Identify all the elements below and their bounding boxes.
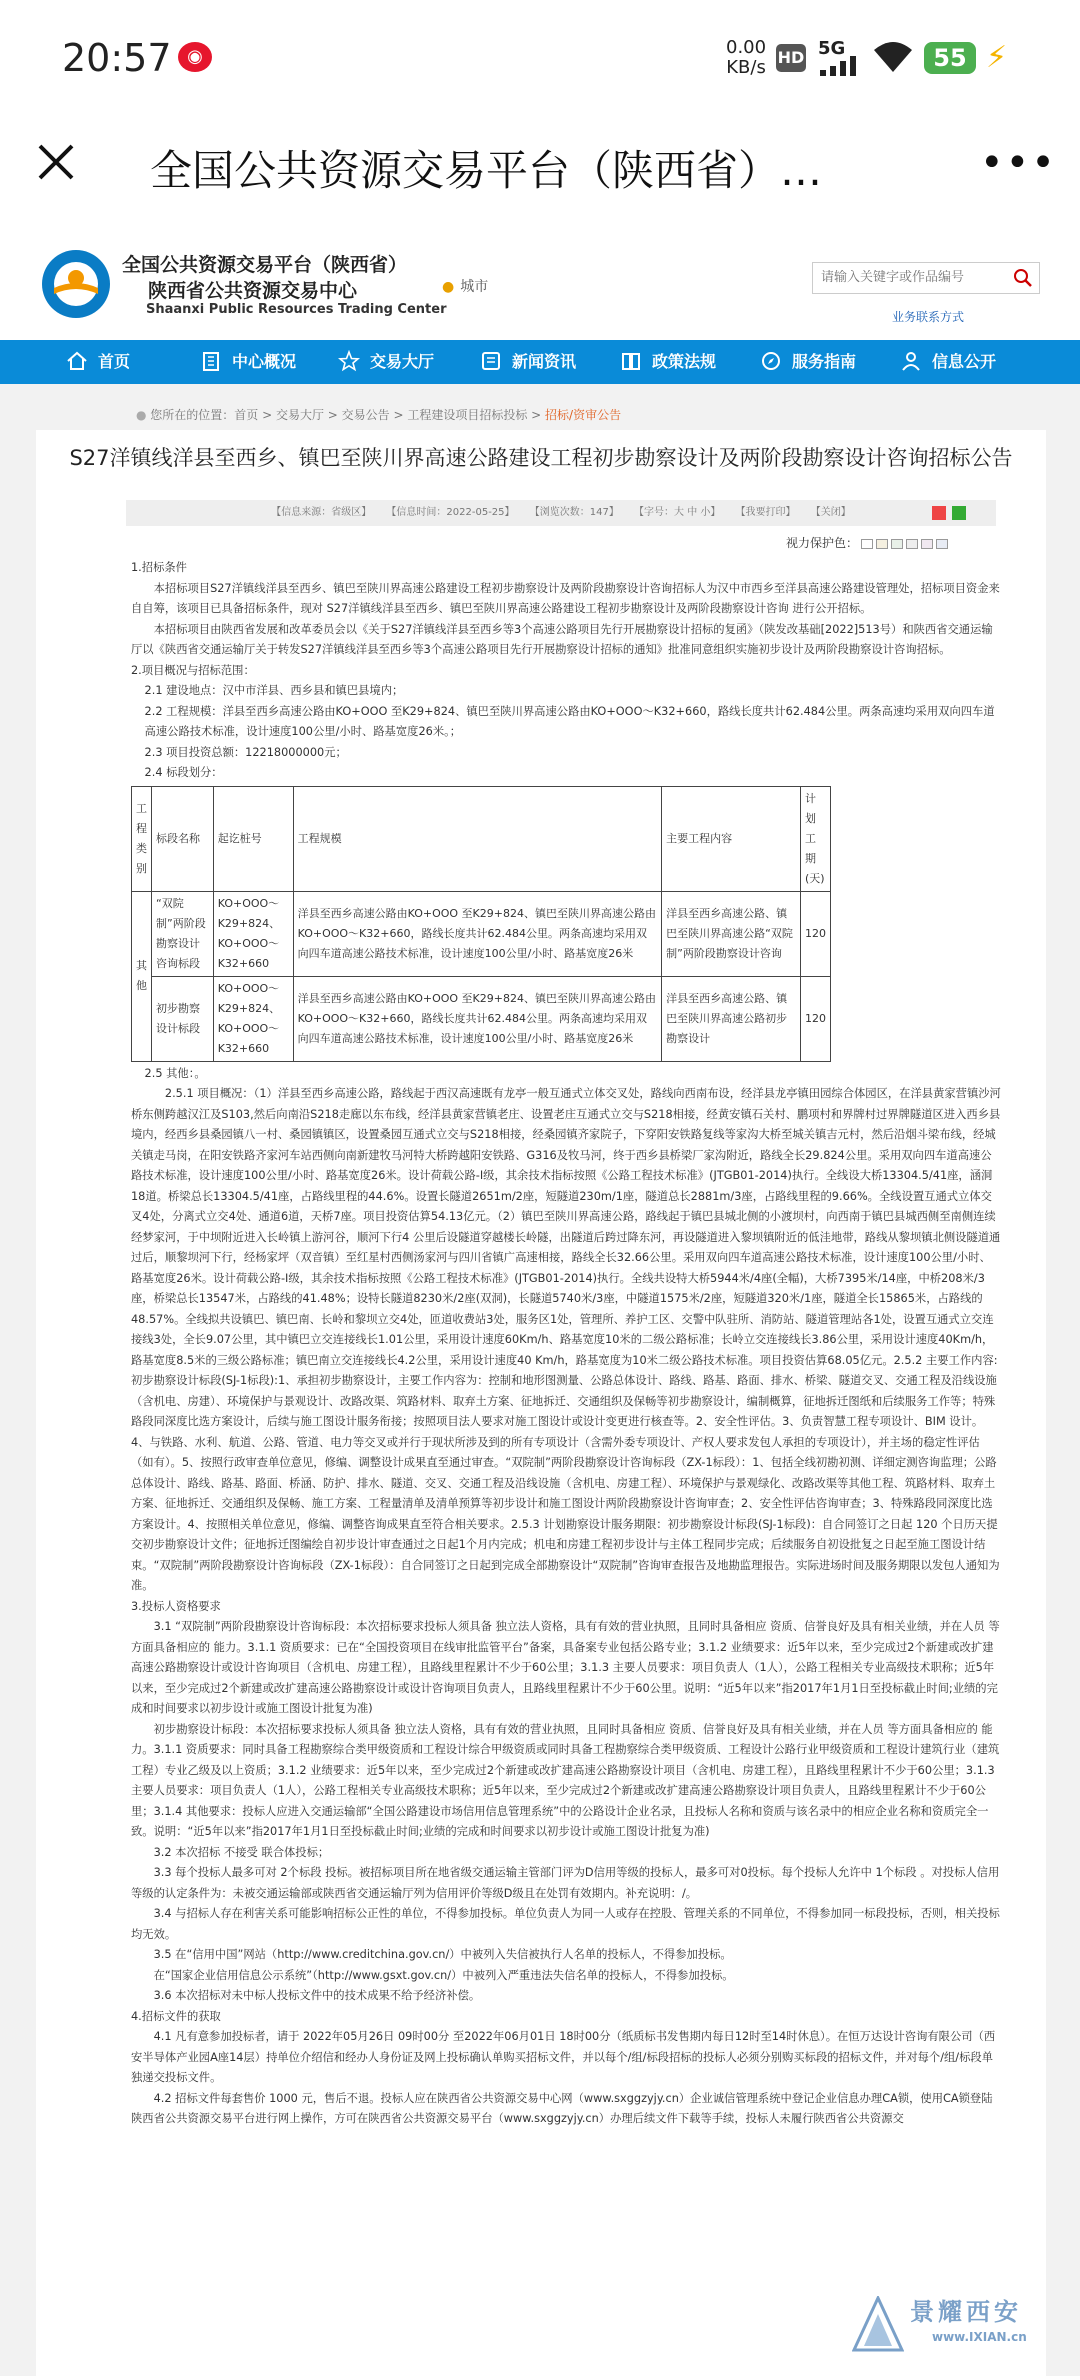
paragraph: 本招标项目S27洋镇线洋县至西乡、镇巴至陕川界高速公路建设工程初步勘察设计及两阶段勘察设计咨询招标人为汉中市西乡至洋县高速公路建设管理处，招标项目资金来自自筹，该项目已具备招标条件，现对 S27洋镇线洋县至西乡、镇巴至陕川界高速公路建设工程初步勘察设计及两阶段勘察设计咨询 进行公开招标。 — [131, 581, 1000, 615]
watermark-url: www.IXIAN.cn — [932, 2330, 1027, 2344]
paragraph: 2.5 其他：。 — [144, 1066, 206, 1080]
nav-policy[interactable] — [620, 340, 716, 384]
business-contact-link[interactable]: 业务联系方式 — [892, 310, 965, 324]
watermark-title: 景耀西安 — [910, 2297, 1022, 2326]
meta-views: 【浏览次数：147】 — [529, 507, 619, 518]
watermark — [852, 2286, 1052, 2358]
table-header: 标段名称 — [152, 786, 214, 891]
status-time: 20:57 — [62, 36, 172, 80]
book-icon — [620, 350, 642, 372]
meta-font-size[interactable]: 【字号：大 中 小】 — [634, 507, 721, 518]
paragraph: 2.1 建设地点：汉中市洋县、西乡县和镇巴县境内； — [144, 684, 404, 697]
breadcrumb — [136, 406, 621, 423]
network-speed-value: 0.00 — [726, 37, 767, 58]
article-body — [131, 558, 1001, 2130]
nav-news[interactable] — [480, 340, 576, 384]
table-cell: 洋县至西乡高速公路、镇巴至陕川界高速公路“双院制”两阶段勘察设计咨询 — [662, 891, 801, 976]
paragraph: 2.2 工程规模：洋县至西乡高速公路由KO+OOO 至K29+824、镇巴至陕川界高速公路由KO+OOO～K32+660，路线长度共计62.484公里。两条高速均采用双向四车道高速公路技术标准，设计速度100公里/小时、路基宽度26米。； — [144, 704, 995, 738]
site-header — [0, 228, 1080, 340]
table-header: 工程类别 — [132, 786, 152, 891]
color-swatch[interactable] — [921, 539, 933, 549]
search-box[interactable] — [812, 262, 1040, 294]
people-icon — [900, 350, 922, 372]
table-header: 主要工程内容 — [662, 786, 801, 891]
paragraph: 4.2 招标文件每套售价 1000 元，售后不退。投标人应在陕西省公共资源交易中心网（www.sxggzyjy.cn）企业诚信管理系统中登记企业信息办理CA锁，使用CA锁登陆陕西省公共资源交易平台进行网上操作，方可在陕西省公共资源交易平台（www.sxggzyjy.cn）办理后续文件下载等手续，投标人未履行陕西省公共资源交 — [131, 2091, 993, 2125]
nav-label: 新闻资讯 — [512, 352, 577, 371]
paragraph: 3.3 每个投标人最多可对 2个标段 投标。被招标项目所在地省级交通运输主管部门评为D信用等级的投标人，最多可对0投标。每个投标人允许中 1个标段 。对投标人信用等级的认定条件为：未被交通运输部或陕西省交通运输厅列为信用评价等级D级且在处罚有效期内。补充说明：/。 — [131, 1866, 1000, 1900]
network-type: 5G — [818, 38, 846, 59]
page-title: 全国公共资源交易平台（陕西省）… — [150, 146, 823, 195]
nav-label: 交易大厅 — [370, 352, 435, 371]
paragraph: 3.6 本次招标对未中标人投标文件中的技术成果不给予经济补偿。 — [153, 1989, 481, 2002]
table-cell: 初步勘察设计标段 — [152, 976, 214, 1061]
section-heading: 2.项目概况与招标范围： — [131, 663, 255, 677]
meta-time: 【信息时间：2022-05-25】 — [386, 507, 515, 518]
lot-table — [131, 786, 831, 1062]
meta-close[interactable]: 【关闭】 — [810, 507, 851, 518]
search-icon[interactable] — [1013, 268, 1033, 288]
status-bar — [0, 0, 1080, 118]
table-header: 计划工期(天) — [800, 786, 830, 891]
search-input[interactable] — [821, 270, 1001, 285]
hd-icon: HD — [776, 44, 806, 72]
location-pin-icon: ● — [136, 408, 151, 422]
paragraph: 初步勘察设计标段：本次招标要求投标人须具备 独立法人资格，具有有效的营业执照，且同时具备相应 资质、信誉良好及具有相关业绩，并在人员 等方面具备相应的 能力。3.1.1 资质要求：同时具备工程勘察综合类甲级资质和工程设计综合甲级资质或同时具备工程勘察综合类甲级资质、工程设计公路行业甲级资质和工程设计建筑行业（建筑工程）专业乙级及以上资质；3.1.2 业绩要求：近5年以来，至少完成过2个新建或改扩建高速公路勘察设计项目（含机电、房建工程），且路线里程累计不少于60公里；3.1.3 主要人员要求：项目负责人（1人），公路工程相关专业高级技术职称；近5年以来，至少完成过2个新建或改扩建高速公路勘察设计项目负责人，且路线里程累计不少于60公里；3.1.4 其他要求：投标人应进入交通运输部“全国公路建设市场信用信息管理系统”中的公路设计企业名录，且投标人名称和资质与该名录中的相应企业名称和资质完全一致。说明：“近5年以来”指2017年1月1日至投标截止时间;业绩的完成和时间要求以初步设计或施工图设计批复为准) — [131, 1722, 1000, 1838]
meta-source: 【信息来源：省级区】 — [271, 507, 372, 518]
battery-icon: 55 — [924, 42, 976, 74]
vision-label: 视力保护色： — [786, 536, 859, 550]
charging-icon: ⚡ — [986, 40, 1008, 75]
meta-print[interactable]: 【我要打印】 — [735, 507, 796, 518]
paragraph: 在“国家企业信用信息公示系统”（http://www.gsxt.gov.cn/）中被列入严重违法失信名单的投标人，不得参加投标。 — [153, 1968, 734, 1982]
table-cell: 洋县至西乡高速公路由KO+OOO 至K29+824、镇巴至陕川界高速公路由KO+OOO～K32+660，路线长度共计62.484公里。两条高速均采用双向四车道高速公路技术标准，设计速度100公里/小时、路基宽度26米 — [293, 891, 662, 976]
weibo-icon: ◉ — [178, 42, 212, 72]
table-cell: “双院制”两阶段勘察设计咨询标段 — [152, 891, 214, 976]
wechat-share-icon[interactable] — [952, 506, 966, 520]
section-heading: 1.招标条件 — [131, 561, 187, 574]
table-cell: KO+OOO～K29+824、KO+OOO～K32+660 — [213, 976, 293, 1061]
paragraph: 2.3 项目投资总额：12218000000元； — [144, 745, 347, 759]
star-icon — [338, 350, 360, 372]
more-menu-icon[interactable]: ••• — [980, 140, 1057, 186]
location-pin-icon: ● — [442, 279, 455, 295]
city-label: 城市 — [460, 279, 489, 295]
paragraph: 本招标项目由陕西省发展和改革委员会以《关于S27洋镇线洋县至西乡等3个高速公路项目先行开展勘察设计招标的复函》（陕发改基础[2022]513号）和陕西省交通运输厅以《陕西省交通运输厅关于转发S27洋镇线洋县至西乡等3个高速公路项目先行开展勘察设计招标的通知》批准同意组织实施初步设计及两阶段勘察设计咨询招标。 — [131, 622, 993, 656]
main-nav — [0, 340, 1080, 384]
table-cell: 其他 — [132, 891, 152, 1061]
article — [36, 430, 1046, 2380]
table-header: 起讫桩号 — [213, 786, 293, 891]
compass-icon — [760, 350, 782, 372]
table-cell: 洋县至西乡高速公路、镇巴至陕川界高速公路初步勘察设计 — [662, 976, 801, 1061]
color-swatch[interactable] — [936, 539, 948, 549]
nav-label: 服务指南 — [792, 352, 857, 371]
article-title: S27洋镇线洋县至西乡、镇巴至陕川界高速公路建设工程初步勘察设计及两阶段勘察设计咨询招标公告 — [69, 446, 1013, 470]
color-swatch[interactable] — [906, 539, 918, 549]
watermark-logo-icon — [852, 2296, 904, 2352]
logo-english: Shaanxi Public Resources Trading Center — [146, 302, 447, 317]
paragraph: 3.5 在“信用中国”网站（http://www.creditchina.gov.cn/）中被列入失信被执行人名单的投标人，不得参加投标。 — [153, 1948, 732, 1961]
table-cell: KO+OOO～K29+824、KO+OOO～K32+660 — [213, 891, 293, 976]
breadcrumb-path[interactable]: 您所在的位置：首页 > 交易大厅 > 交易公告 > 工程建设项目招标投标 > — [150, 408, 546, 422]
table-header-row — [132, 786, 831, 891]
color-swatch[interactable] — [891, 539, 903, 549]
building-icon — [200, 350, 222, 372]
nav-trading-hall[interactable] — [338, 340, 434, 384]
paragraph: 3.2 本次招标 不接受 联合体投标； — [153, 1845, 330, 1859]
paragraph: 3.4 与招标人存在利害关系可能影响招标公正性的单位，不得参加投标。单位负责人为同一人或存在控股、管理关系的不同单位，不得参加同一标段投标，否则，相关投标均无效。 — [131, 1907, 1000, 1941]
nav-service-guide[interactable] — [760, 340, 856, 384]
breadcrumb-current[interactable]: 招标/资审公告 — [545, 408, 622, 422]
table-header: 工程规模 — [293, 786, 662, 891]
section-heading: 4.招标文件的获取 — [131, 2009, 221, 2023]
nav-info-disclosure[interactable] — [900, 340, 996, 384]
logo-subtitle: 陕西省公共资源交易中心 — [148, 280, 358, 302]
color-swatch[interactable] — [861, 539, 873, 549]
vision-protection — [786, 534, 948, 551]
color-swatch[interactable] — [876, 539, 888, 549]
table-cell: 120 — [800, 976, 830, 1061]
weibo-share-icon[interactable] — [932, 506, 946, 520]
network-speed-unit: KB/s — [726, 57, 766, 78]
nav-label: 信息公开 — [932, 352, 997, 371]
close-icon[interactable] — [34, 140, 78, 184]
nav-label: 中心概况 — [232, 352, 297, 371]
city-selector[interactable] — [442, 276, 488, 296]
page-content — [0, 384, 1080, 2376]
nav-label: 政策法规 — [652, 352, 717, 371]
table-cell: 120 — [800, 891, 830, 976]
wifi-icon — [872, 40, 914, 74]
signal-icon — [818, 56, 858, 76]
nav-label: 首页 — [98, 352, 131, 371]
logo-title: 全国公共资源交易平台（陕西省） — [122, 254, 408, 276]
table-cell: 洋县至西乡高速公路由KO+OOO 至K29+824、镇巴至陕川界高速公路由KO+OOO～K32+660，路线长度共计62.484公里。两条高速均采用双向四车道高速公路技术标准，设计速度100公里/小时、路基宽度26米 — [293, 976, 662, 1061]
site-logo-icon[interactable] — [40, 248, 112, 320]
news-icon — [480, 350, 502, 372]
paragraph: 2.5.1 项目概况：（1）洋县至西乡高速公路，路线起于西汉高速既有龙亭一般互通式立体交叉处，路线向西南布设，经洋县龙亭镇田园综合体园区，在洋县黄家营镇沙河桥东侧跨越汉江及S103,然后向南沿S218走廊以东布线，经洋县黄家营镇老庄、设置老庄互通式立交与S218相接，经黄安镇石关村、鹏项村和界牌村过界牌隧道区进入西乡县境内，经西乡县桑园镇八一村、桑园镇镇区，设置桑园互通式立交与S218相接，经桑园镇齐家院子，下穿阳安铁路复线等家沟大桥至城关镇吉元村，然后沿烟斗梁布线，经城关镇走马岗，在阳安铁路齐家河车站西侧向南新建牧马河特大桥跨越阳安铁路、G316及牧马河，终于西乡县桥梁厂家沟附近，路线全长29.824公里。采用双向四车道高速公路技术标准，设计速度100公里/小时、路基宽度26米。设计荷载公路-Ⅰ级，其余技术指标按照《公路工程技术标准》(JTGB01-2014)执行。全线设大桥13304.5/41座，涵洞18道。桥梁总长13304.5/41座，占路线里程的44.6%。设置长隧道2651m/2座，短隧道230m/1座，隧道总长2881m/3座，占路线里程的9.66%。全线设置互通式立体交叉4处，分离式立交4处、通道6道，天桥7座。项目投资估算54.13亿元。（2）镇巴至陕川界高速公路，路线起于镇巴县城北侧的小渡坝村，向西南于镇巴县城西侧至南侧连续经梦家河，于中坝附近进入长岭镇上游河谷，顺河下行4 公里后设隧道穿越楼长岭隧，出隧道后跨过降东河，再设隧道进入黎坝镇附近的低洼地带，路线从黎坝镇北侧设隧道通过后，顺黎坝河下行，经杨家坪（双音镇）至红星村西侧汤家河与四川省镇广高速相接，路线全长32.66公里。采用双向四车道高速公路技术标准，设计速度100公里/小时、路基宽度26米。设计荷载公路-Ⅰ级，其余技术指标按照《公路工程技术标准》(JTGB01-2014)执行。全线共设特大桥5944米/4座(全幅)，大桥7395米/14座，中桥208米/3座，桥梁总长13547米，占路线的41.48%；设特长隧道8230米/2座(双洞)，长隧道5740米/3座，中隧道1575米/2座，短隧道320米/1座，隧道全长15865米，占路线的48.57%。全线拟共设镇巴、镇巴南、长岭和黎坝立交4处，匝道收费站3处，服务区1处，管理所、养护工区、交警中队驻所、消防站、隧道管理站各1处，设置互通式立交连接线3处，全长9.07公里，其中镇巴立交连接线长1.01公里，采用设计速度60Km/h、路基宽度10米的二级公路标准；长岭立交连接线长3.86公里，采用设计速度40Km/h，路基宽度8.5米的三级公路标准；镇巴南立交连接线长4.2公里，采用设计速度40 Km/h，路基宽度为10米二级公路技术标准。项目投资估算68.05亿元。2.5.2 主要工作内容:初步勘察设计标段(SJ-1标段):1、承担初步勘察设计，主要工作内容为：控制和地形图测量、公路总体设计、路线、路基、路面、排水、桥梁、隧道交叉、交通工程及沿线设施（含机电、房建）、环境保护与景观设计、改路改渠、筑路材料、取弃土方案、征地拆迁、交通组织及保畅等初步勘察设计，编制概算，征地拆迁图纸和后续服务工作等；特殊路段同深度比选方案设计，后续与施工图设计服务衔接；按照项目法人要求对施工图设计或设计变更进行核查等。2、安全性评估。3、负责智慧工程专项设计、BIM 设计。4、与铁路、水利、航道、公路、管道、电力等交叉或并行于现状所涉及到的所有专项设计（含需外委专项设计、产权人要求发包人承担的专项设计），并主场的稳定性评估（如有）。5、按照行政审查单位意见，修编、调整设计成果直至通过审查。“双院制”两阶段勘察设计咨询标段（ZX-1标段）：1、包括全线初勘初测、详细定测咨询监理；公路总体设计、路线、路基、路面、桥涵、防护、排水、隧道、交叉、交通工程及沿线设施（含机电、房建工程）、环境保护与景观绿化、改路改渠等其他工程、筑路材料、取弃土方案、征地拆迁、交通组织及保畅、施工方案、工程量清单及清单预算等初步设计和施工图设计两阶段勘察设计咨询审查；2、安全性评估咨询审查；3、特殊路段同深度比选方案设计。4、按照相关单位意见，修编、调整咨询成果直至符合相关要求。2.5.3 计划勘察设计服务期限：初步勘察设计标段(SJ-1标段)：自合同签订之日起 120 个日历天提交初步勘察设计文件；征地拆迁图编绘自初步设计审查通过之日起1个月内完成；机电和房建工程初步设计与主体工程同步完成；后续服务自初设批复之日起至施工图设计结束。“双院制”两阶段勘察设计咨询标段（ZX-1标段）：自合同签订之日起到完成全部勘察设计“双院制”咨询审查报告及地勘监理报告。实际进场时间及服务期限以发包人通知为准。 — [131, 1087, 1001, 1592]
table-row — [132, 891, 831, 976]
home-icon — [66, 350, 88, 372]
nav-overview[interactable] — [200, 340, 296, 384]
paragraph: 3.1 “双院制”两阶段勘察设计咨询标段：本次招标要求投标人须具备 独立法人资格，具有有效的营业执照，且同时具备相应 资质、信誉良好及具有相关业绩，并在人员 等方面具备相应的 能力。3.1.1 资质要求：已在“全国投资项目在线审批监管平台”备案，具备案专业包括公路专业；3.1.2 业绩要求：近5年以来，至少完成过2个新建或改扩建高速公路勘察设计或设计咨询项目（含机电、房建工程），且路线里程累计不少于60公里；3.1.3 主要人员要求：项目负责人（1人），公路工程相关专业高级技术职称；近5年以来，至少完成过2个新建或改扩建高速公路勘察设计或设计咨询项目负责人，且路线里程累计不少于60公里。说明：“近5年以来”指2017年1月1日至投标截止时间;业绩的完成和时间要求以初步设计或施工图设计批复为准) — [131, 1620, 1000, 1715]
network-speed — [726, 38, 766, 78]
nav-home[interactable] — [66, 340, 130, 384]
table-row — [132, 976, 831, 1061]
section-heading: 3.投标人资格要求 — [131, 1599, 221, 1613]
browser-toolbar — [0, 118, 1080, 228]
paragraph: 2.4 标段划分： — [144, 766, 223, 779]
paragraph: 4.1 凡有意参加投标者，请于 2022年05月26日 09时00分 至2022年06月01日 18时00分（纸质标书发售期内每日12时至14时休息）。在恒万达设计咨询有限公司（西安半导体产业园A座14层）持单位介绍信和经办人身份证及网上投标确认单购买招标文件，并以每个/组/标段招标的投标人必须分别购买标段的招标文件，并对每个/组/标段单独递交投标文件。 — [131, 2030, 996, 2084]
article-meta — [126, 500, 996, 526]
